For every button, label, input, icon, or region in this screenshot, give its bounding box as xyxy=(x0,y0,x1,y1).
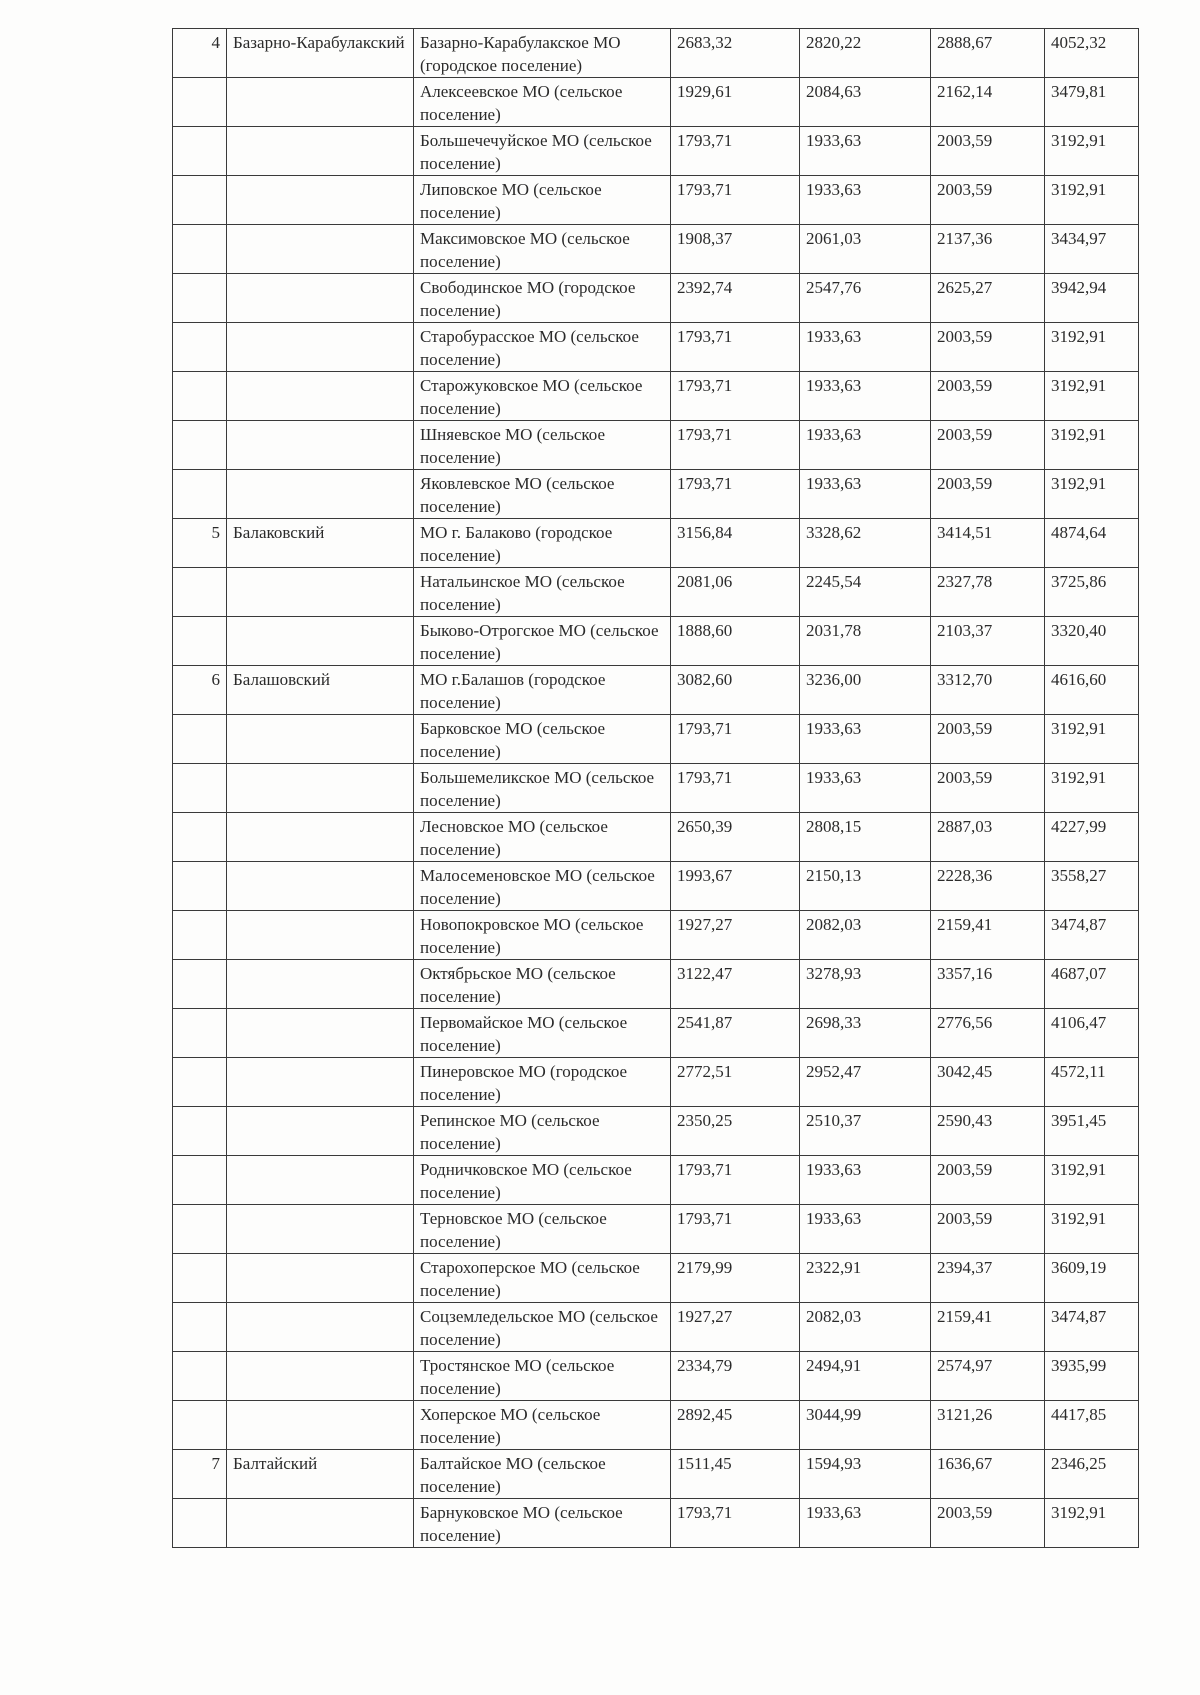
value-cell-2: 2820,22 xyxy=(800,29,931,78)
table-body xyxy=(173,29,1139,1548)
value-cell-4: 4616,60 xyxy=(1045,666,1139,715)
row-number xyxy=(173,1156,227,1205)
table-row xyxy=(173,911,1139,960)
value-cell-1: 1793,71 xyxy=(671,127,800,176)
district-name xyxy=(227,715,414,764)
district-name xyxy=(227,568,414,617)
table-row xyxy=(173,666,1139,715)
value-cell-1: 1908,37 xyxy=(671,225,800,274)
district-name xyxy=(227,1303,414,1352)
row-number xyxy=(173,1499,227,1548)
value-cell-3: 2003,59 xyxy=(931,764,1045,813)
municipality-name: Терновское МО (сельское поселение) xyxy=(414,1205,671,1254)
value-cell-2: 2082,03 xyxy=(800,911,931,960)
value-cell-3: 2003,59 xyxy=(931,1156,1045,1205)
municipality-name: Соцземледельское МО (сельское поселение) xyxy=(414,1303,671,1352)
value-cell-2: 1933,63 xyxy=(800,421,931,470)
row-number xyxy=(173,1009,227,1058)
row-number xyxy=(173,372,227,421)
value-cell-4: 3192,91 xyxy=(1045,176,1139,225)
value-cell-1: 1793,71 xyxy=(671,470,800,519)
value-cell-1: 1927,27 xyxy=(671,911,800,960)
municipality-name: Шняевское МО (сельское поселение) xyxy=(414,421,671,470)
value-cell-1: 3122,47 xyxy=(671,960,800,1009)
municipality-name: МО г.Балашов (городское поселение) xyxy=(414,666,671,715)
value-cell-4: 3479,81 xyxy=(1045,78,1139,127)
table-row xyxy=(173,1009,1139,1058)
municipality-name: Лесновское МО (сельское поселение) xyxy=(414,813,671,862)
value-cell-2: 1933,63 xyxy=(800,127,931,176)
municipality-name: Барнуковское МО (сельское поселение) xyxy=(414,1499,671,1548)
value-cell-4: 3558,27 xyxy=(1045,862,1139,911)
value-cell-2: 2494,91 xyxy=(800,1352,931,1401)
value-cell-2: 2808,15 xyxy=(800,813,931,862)
table-row xyxy=(173,960,1139,1009)
district-name xyxy=(227,274,414,323)
row-number xyxy=(173,617,227,666)
value-cell-1: 1793,71 xyxy=(671,176,800,225)
value-cell-2: 1933,63 xyxy=(800,1156,931,1205)
value-cell-3: 2103,37 xyxy=(931,617,1045,666)
municipality-name: Первомайское МО (сельское поселение) xyxy=(414,1009,671,1058)
municipality-name: Липовское МО (сельское поселение) xyxy=(414,176,671,225)
municipality-name: Быково-Отрогское МО (сельское поселение) xyxy=(414,617,671,666)
row-number xyxy=(173,568,227,617)
district-name xyxy=(227,1009,414,1058)
row-number xyxy=(173,1205,227,1254)
table-row xyxy=(173,1499,1139,1548)
municipality-name: Репинское МО (сельское поселение) xyxy=(414,1107,671,1156)
value-cell-2: 1933,63 xyxy=(800,1499,931,1548)
row-number xyxy=(173,813,227,862)
value-cell-2: 1933,63 xyxy=(800,176,931,225)
district-name xyxy=(227,372,414,421)
table-row xyxy=(173,1401,1139,1450)
value-cell-3: 2887,03 xyxy=(931,813,1045,862)
value-cell-2: 3236,00 xyxy=(800,666,931,715)
value-cell-2: 2084,63 xyxy=(800,78,931,127)
row-number xyxy=(173,1303,227,1352)
value-cell-1: 2350,25 xyxy=(671,1107,800,1156)
value-cell-3: 2162,14 xyxy=(931,78,1045,127)
row-number xyxy=(173,960,227,1009)
municipality-name: Старожуковское МО (сельское поселение) xyxy=(414,372,671,421)
value-cell-2: 2150,13 xyxy=(800,862,931,911)
district-name xyxy=(227,225,414,274)
value-cell-4: 3474,87 xyxy=(1045,1303,1139,1352)
value-cell-2: 1933,63 xyxy=(800,764,931,813)
municipality-name: Свободинское МО (городское поселение) xyxy=(414,274,671,323)
municipality-name: Яковлевское МО (сельское поселение) xyxy=(414,470,671,519)
value-cell-3: 2888,67 xyxy=(931,29,1045,78)
value-cell-1: 1793,71 xyxy=(671,372,800,421)
value-cell-4: 3942,94 xyxy=(1045,274,1139,323)
municipality-name: МО г. Балаково (городское поселение) xyxy=(414,519,671,568)
value-cell-4: 3320,40 xyxy=(1045,617,1139,666)
value-cell-2: 3328,62 xyxy=(800,519,931,568)
table-row xyxy=(173,127,1139,176)
value-cell-4: 3935,99 xyxy=(1045,1352,1139,1401)
table-row xyxy=(173,1205,1139,1254)
row-number xyxy=(173,764,227,813)
district-name xyxy=(227,862,414,911)
value-cell-1: 1793,71 xyxy=(671,421,800,470)
row-number xyxy=(173,911,227,960)
value-cell-1: 1927,27 xyxy=(671,1303,800,1352)
value-cell-3: 2003,59 xyxy=(931,421,1045,470)
value-cell-4: 3192,91 xyxy=(1045,1205,1139,1254)
municipality-name: Тростянское МО (сельское поселение) xyxy=(414,1352,671,1401)
value-cell-3: 2574,97 xyxy=(931,1352,1045,1401)
value-cell-4: 3192,91 xyxy=(1045,1499,1139,1548)
value-cell-2: 2547,76 xyxy=(800,274,931,323)
municipality-name: Максимовское МО (сельское поселение) xyxy=(414,225,671,274)
row-number xyxy=(173,715,227,764)
row-number xyxy=(173,1352,227,1401)
district-name xyxy=(227,1254,414,1303)
municipality-name: Большечечуйское МО (сельское поселение) xyxy=(414,127,671,176)
value-cell-3: 2394,37 xyxy=(931,1254,1045,1303)
district-name xyxy=(227,470,414,519)
row-number xyxy=(173,862,227,911)
table-row xyxy=(173,1058,1139,1107)
district-name: Балтайский xyxy=(227,1450,414,1499)
table-row xyxy=(173,1352,1139,1401)
value-cell-4: 3192,91 xyxy=(1045,421,1139,470)
row-number: 7 xyxy=(173,1450,227,1499)
municipality-name: Малосеменовское МО (сельское поселение) xyxy=(414,862,671,911)
value-cell-2: 2322,91 xyxy=(800,1254,931,1303)
value-cell-4: 3609,19 xyxy=(1045,1254,1139,1303)
district-name xyxy=(227,323,414,372)
value-cell-4: 3434,97 xyxy=(1045,225,1139,274)
row-number xyxy=(173,470,227,519)
value-cell-4: 3192,91 xyxy=(1045,1156,1139,1205)
value-cell-2: 3278,93 xyxy=(800,960,931,1009)
value-cell-1: 1888,60 xyxy=(671,617,800,666)
value-cell-4: 4227,99 xyxy=(1045,813,1139,862)
value-cell-4: 4106,47 xyxy=(1045,1009,1139,1058)
district-name xyxy=(227,421,414,470)
value-cell-1: 1793,71 xyxy=(671,1499,800,1548)
municipality-name: Новопокровское МО (сельское поселение) xyxy=(414,911,671,960)
district-name xyxy=(227,813,414,862)
value-cell-3: 2625,27 xyxy=(931,274,1045,323)
row-number: 5 xyxy=(173,519,227,568)
value-cell-3: 2003,59 xyxy=(931,715,1045,764)
value-cell-1: 2541,87 xyxy=(671,1009,800,1058)
municipality-name: Пинеровское МО (городское поселение) xyxy=(414,1058,671,1107)
value-cell-3: 1636,67 xyxy=(931,1450,1045,1499)
table-row xyxy=(173,764,1139,813)
value-cell-4: 4687,07 xyxy=(1045,960,1139,1009)
value-cell-2: 2698,33 xyxy=(800,1009,931,1058)
value-cell-3: 2003,59 xyxy=(931,1499,1045,1548)
value-cell-3: 2003,59 xyxy=(931,323,1045,372)
row-number xyxy=(173,127,227,176)
table-row xyxy=(173,1450,1139,1499)
value-cell-4: 3192,91 xyxy=(1045,323,1139,372)
value-cell-4: 4572,11 xyxy=(1045,1058,1139,1107)
municipality-name: Старохоперское МО (сельское поселение) xyxy=(414,1254,671,1303)
value-cell-4: 4874,64 xyxy=(1045,519,1139,568)
district-name xyxy=(227,911,414,960)
value-cell-3: 2228,36 xyxy=(931,862,1045,911)
row-number: 4 xyxy=(173,29,227,78)
district-name xyxy=(227,1058,414,1107)
tariff-table xyxy=(172,28,1139,1548)
table-row xyxy=(173,813,1139,862)
district-name xyxy=(227,617,414,666)
table-row xyxy=(173,29,1139,78)
value-cell-2: 2510,37 xyxy=(800,1107,931,1156)
value-cell-1: 1793,71 xyxy=(671,715,800,764)
value-cell-3: 2003,59 xyxy=(931,372,1045,421)
value-cell-3: 2003,59 xyxy=(931,1205,1045,1254)
table-row xyxy=(173,225,1139,274)
table-row xyxy=(173,274,1139,323)
table-row xyxy=(173,1303,1139,1352)
municipality-name: Натальинское МО (сельское поселение) xyxy=(414,568,671,617)
district-name xyxy=(227,176,414,225)
district-name xyxy=(227,127,414,176)
value-cell-3: 2003,59 xyxy=(931,176,1045,225)
value-cell-2: 2245,54 xyxy=(800,568,931,617)
value-cell-3: 2137,36 xyxy=(931,225,1045,274)
table-row xyxy=(173,176,1139,225)
value-cell-4: 3192,91 xyxy=(1045,372,1139,421)
value-cell-3: 2590,43 xyxy=(931,1107,1045,1156)
municipality-name: Балтайское МО (сельское поселение) xyxy=(414,1450,671,1499)
row-number: 6 xyxy=(173,666,227,715)
value-cell-4: 3951,45 xyxy=(1045,1107,1139,1156)
municipality-name: Родничковское МО (сельское поселение) xyxy=(414,1156,671,1205)
table-row xyxy=(173,323,1139,372)
value-cell-2: 3044,99 xyxy=(800,1401,931,1450)
row-number xyxy=(173,78,227,127)
district-name xyxy=(227,1401,414,1450)
value-cell-2: 1933,63 xyxy=(800,323,931,372)
value-cell-1: 2772,51 xyxy=(671,1058,800,1107)
value-cell-4: 4417,85 xyxy=(1045,1401,1139,1450)
value-cell-2: 2082,03 xyxy=(800,1303,931,1352)
municipality-name: Старобурасское МО (сельское поселение) xyxy=(414,323,671,372)
municipality-name: Октябрьское МО (сельское поселение) xyxy=(414,960,671,1009)
value-cell-1: 2334,79 xyxy=(671,1352,800,1401)
value-cell-1: 2392,74 xyxy=(671,274,800,323)
value-cell-4: 4052,32 xyxy=(1045,29,1139,78)
value-cell-1: 1929,61 xyxy=(671,78,800,127)
table-row xyxy=(173,862,1139,911)
value-cell-1: 1793,71 xyxy=(671,1156,800,1205)
district-name xyxy=(227,1499,414,1548)
value-cell-1: 1793,71 xyxy=(671,1205,800,1254)
value-cell-4: 2346,25 xyxy=(1045,1450,1139,1499)
district-name xyxy=(227,1205,414,1254)
district-name xyxy=(227,1156,414,1205)
row-number xyxy=(173,1107,227,1156)
district-name: Балашовский xyxy=(227,666,414,715)
table-row xyxy=(173,1107,1139,1156)
value-cell-2: 2031,78 xyxy=(800,617,931,666)
value-cell-3: 2003,59 xyxy=(931,127,1045,176)
value-cell-2: 2061,03 xyxy=(800,225,931,274)
value-cell-4: 3192,91 xyxy=(1045,764,1139,813)
row-number xyxy=(173,1058,227,1107)
value-cell-2: 1933,63 xyxy=(800,1205,931,1254)
value-cell-1: 2650,39 xyxy=(671,813,800,862)
table-row xyxy=(173,372,1139,421)
district-name: Базарно-Карабулакский xyxy=(227,29,414,78)
municipality-name: Базарно-Карабулакское МО (городское поселение) xyxy=(414,29,671,78)
row-number xyxy=(173,225,227,274)
value-cell-3: 3312,70 xyxy=(931,666,1045,715)
value-cell-4: 3725,86 xyxy=(1045,568,1139,617)
value-cell-1: 1793,71 xyxy=(671,323,800,372)
value-cell-3: 3121,26 xyxy=(931,1401,1045,1450)
municipality-name: Большемеликское МО (сельское поселение) xyxy=(414,764,671,813)
value-cell-3: 2776,56 xyxy=(931,1009,1045,1058)
value-cell-3: 3414,51 xyxy=(931,519,1045,568)
table-row xyxy=(173,78,1139,127)
municipality-name: Барковское МО (сельское поселение) xyxy=(414,715,671,764)
district-name xyxy=(227,1352,414,1401)
value-cell-3: 2159,41 xyxy=(931,1303,1045,1352)
value-cell-1: 1793,71 xyxy=(671,764,800,813)
value-cell-1: 1993,67 xyxy=(671,862,800,911)
row-number xyxy=(173,1254,227,1303)
row-number xyxy=(173,323,227,372)
value-cell-1: 1511,45 xyxy=(671,1450,800,1499)
table-row xyxy=(173,715,1139,764)
district-name xyxy=(227,960,414,1009)
table-row xyxy=(173,1254,1139,1303)
value-cell-2: 2952,47 xyxy=(800,1058,931,1107)
row-number xyxy=(173,176,227,225)
value-cell-3: 2327,78 xyxy=(931,568,1045,617)
value-cell-3: 2159,41 xyxy=(931,911,1045,960)
row-number xyxy=(173,1401,227,1450)
value-cell-4: 3192,91 xyxy=(1045,715,1139,764)
municipality-name: Алексеевское МО (сельское поселение) xyxy=(414,78,671,127)
value-cell-2: 1933,63 xyxy=(800,470,931,519)
value-cell-3: 3042,45 xyxy=(931,1058,1045,1107)
value-cell-1: 3156,84 xyxy=(671,519,800,568)
table-row xyxy=(173,519,1139,568)
value-cell-3: 3357,16 xyxy=(931,960,1045,1009)
table-row xyxy=(173,568,1139,617)
value-cell-1: 2892,45 xyxy=(671,1401,800,1450)
value-cell-1: 2081,06 xyxy=(671,568,800,617)
municipality-name: Хоперское МО (сельское поселение) xyxy=(414,1401,671,1450)
table-row xyxy=(173,617,1139,666)
value-cell-3: 2003,59 xyxy=(931,470,1045,519)
district-name xyxy=(227,78,414,127)
district-name xyxy=(227,1107,414,1156)
value-cell-1: 2179,99 xyxy=(671,1254,800,1303)
table-row xyxy=(173,1156,1139,1205)
district-name: Балаковский xyxy=(227,519,414,568)
district-name xyxy=(227,764,414,813)
table-row xyxy=(173,421,1139,470)
value-cell-4: 3192,91 xyxy=(1045,470,1139,519)
value-cell-2: 1594,93 xyxy=(800,1450,931,1499)
table-row xyxy=(173,470,1139,519)
value-cell-4: 3192,91 xyxy=(1045,127,1139,176)
value-cell-1: 3082,60 xyxy=(671,666,800,715)
value-cell-4: 3474,87 xyxy=(1045,911,1139,960)
row-number xyxy=(173,421,227,470)
row-number xyxy=(173,274,227,323)
value-cell-2: 1933,63 xyxy=(800,715,931,764)
value-cell-1: 2683,32 xyxy=(671,29,800,78)
value-cell-2: 1933,63 xyxy=(800,372,931,421)
